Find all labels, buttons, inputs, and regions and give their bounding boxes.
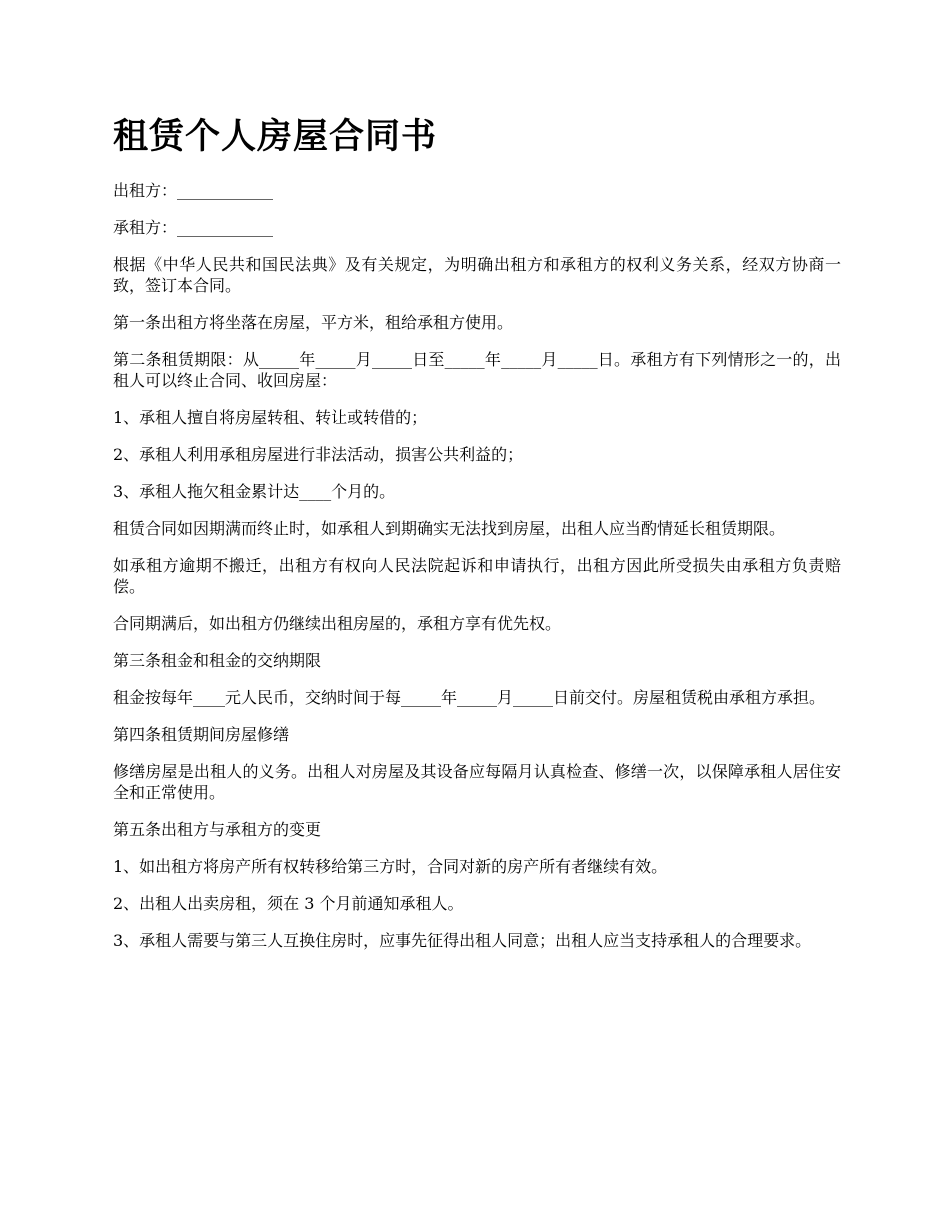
overdue-move-paragraph: 如承租方逾期不搬迁，出租方有权向人民法院起诉和申请执行，出租方因此所受损失由承租方负责赔偿。	[113, 556, 841, 596]
lessor-line: 出租方：____________	[113, 181, 274, 200]
priority-right-paragraph: 合同期满后，如出租方仍继续出租房屋的，承租方享有优先权。	[113, 614, 562, 633]
article-5-heading: 第五条出租方与承租方的变更	[113, 820, 322, 839]
article-5-item-3: 3、承租人需要与第三人互换住房时，应事先征得出租人同意；出租人应当支持承租人的合理要求。	[113, 931, 812, 950]
article-4-heading: 第四条租赁期间房屋修缮	[113, 725, 290, 744]
article-2-item-2: 2、承租人利用承租房屋进行非法活动，损害公共利益的；	[113, 445, 524, 464]
article-5-item-1: 1、如出租方将房产所有权转移给第三方时，合同对新的房产所有者继续有效。	[113, 857, 668, 876]
article-3-heading: 第三条租金和租金的交纳期限	[113, 651, 322, 670]
document-page	[113, 112, 841, 967]
document-title: 租赁个人房屋合同书	[113, 117, 438, 157]
lessee-line: 承租方：____________	[113, 218, 274, 237]
article-2-paragraph: 第二条租赁期限：从_____年_____月_____日至_____年_____月_____日。承租方有下列情形之一的，出租人可以终止合同、收回房屋：	[113, 350, 841, 390]
preamble-paragraph: 根据《中华人民共和国民法典》及有关规定，为明确出租方和承租方的权利义务关系，经双方协商一致，签订本合同。	[113, 255, 841, 295]
lease-extension-paragraph: 租赁合同如因期满而终止时，如承租人到期确实无法找到房屋，出租人应当酌情延长租赁期限。	[113, 519, 786, 538]
article-1-paragraph: 第一条出租方将坐落在房屋，平方米，租给承租方使用。	[113, 313, 514, 332]
article-5-item-2: 2、出租人出卖房租，须在 3 个月前通知承租人。	[113, 894, 464, 913]
article-2-item-3: 3、承租人拖欠租金累计达____个月的。	[113, 482, 396, 501]
article-2-item-1: 1、承租人擅自将房屋转租、转让或转借的；	[113, 408, 428, 427]
rent-payment-paragraph: 租金按每年____元人民币，交纳时间于每_____年_____月_____日前交付。房屋租赁税由承租方承担。	[113, 688, 826, 707]
repair-paragraph: 修缮房屋是出租人的义务。出租人对房屋及其设备应每隔月认真检查、修缮一次，以保障承租人居住安全和正常使用。	[113, 762, 841, 802]
